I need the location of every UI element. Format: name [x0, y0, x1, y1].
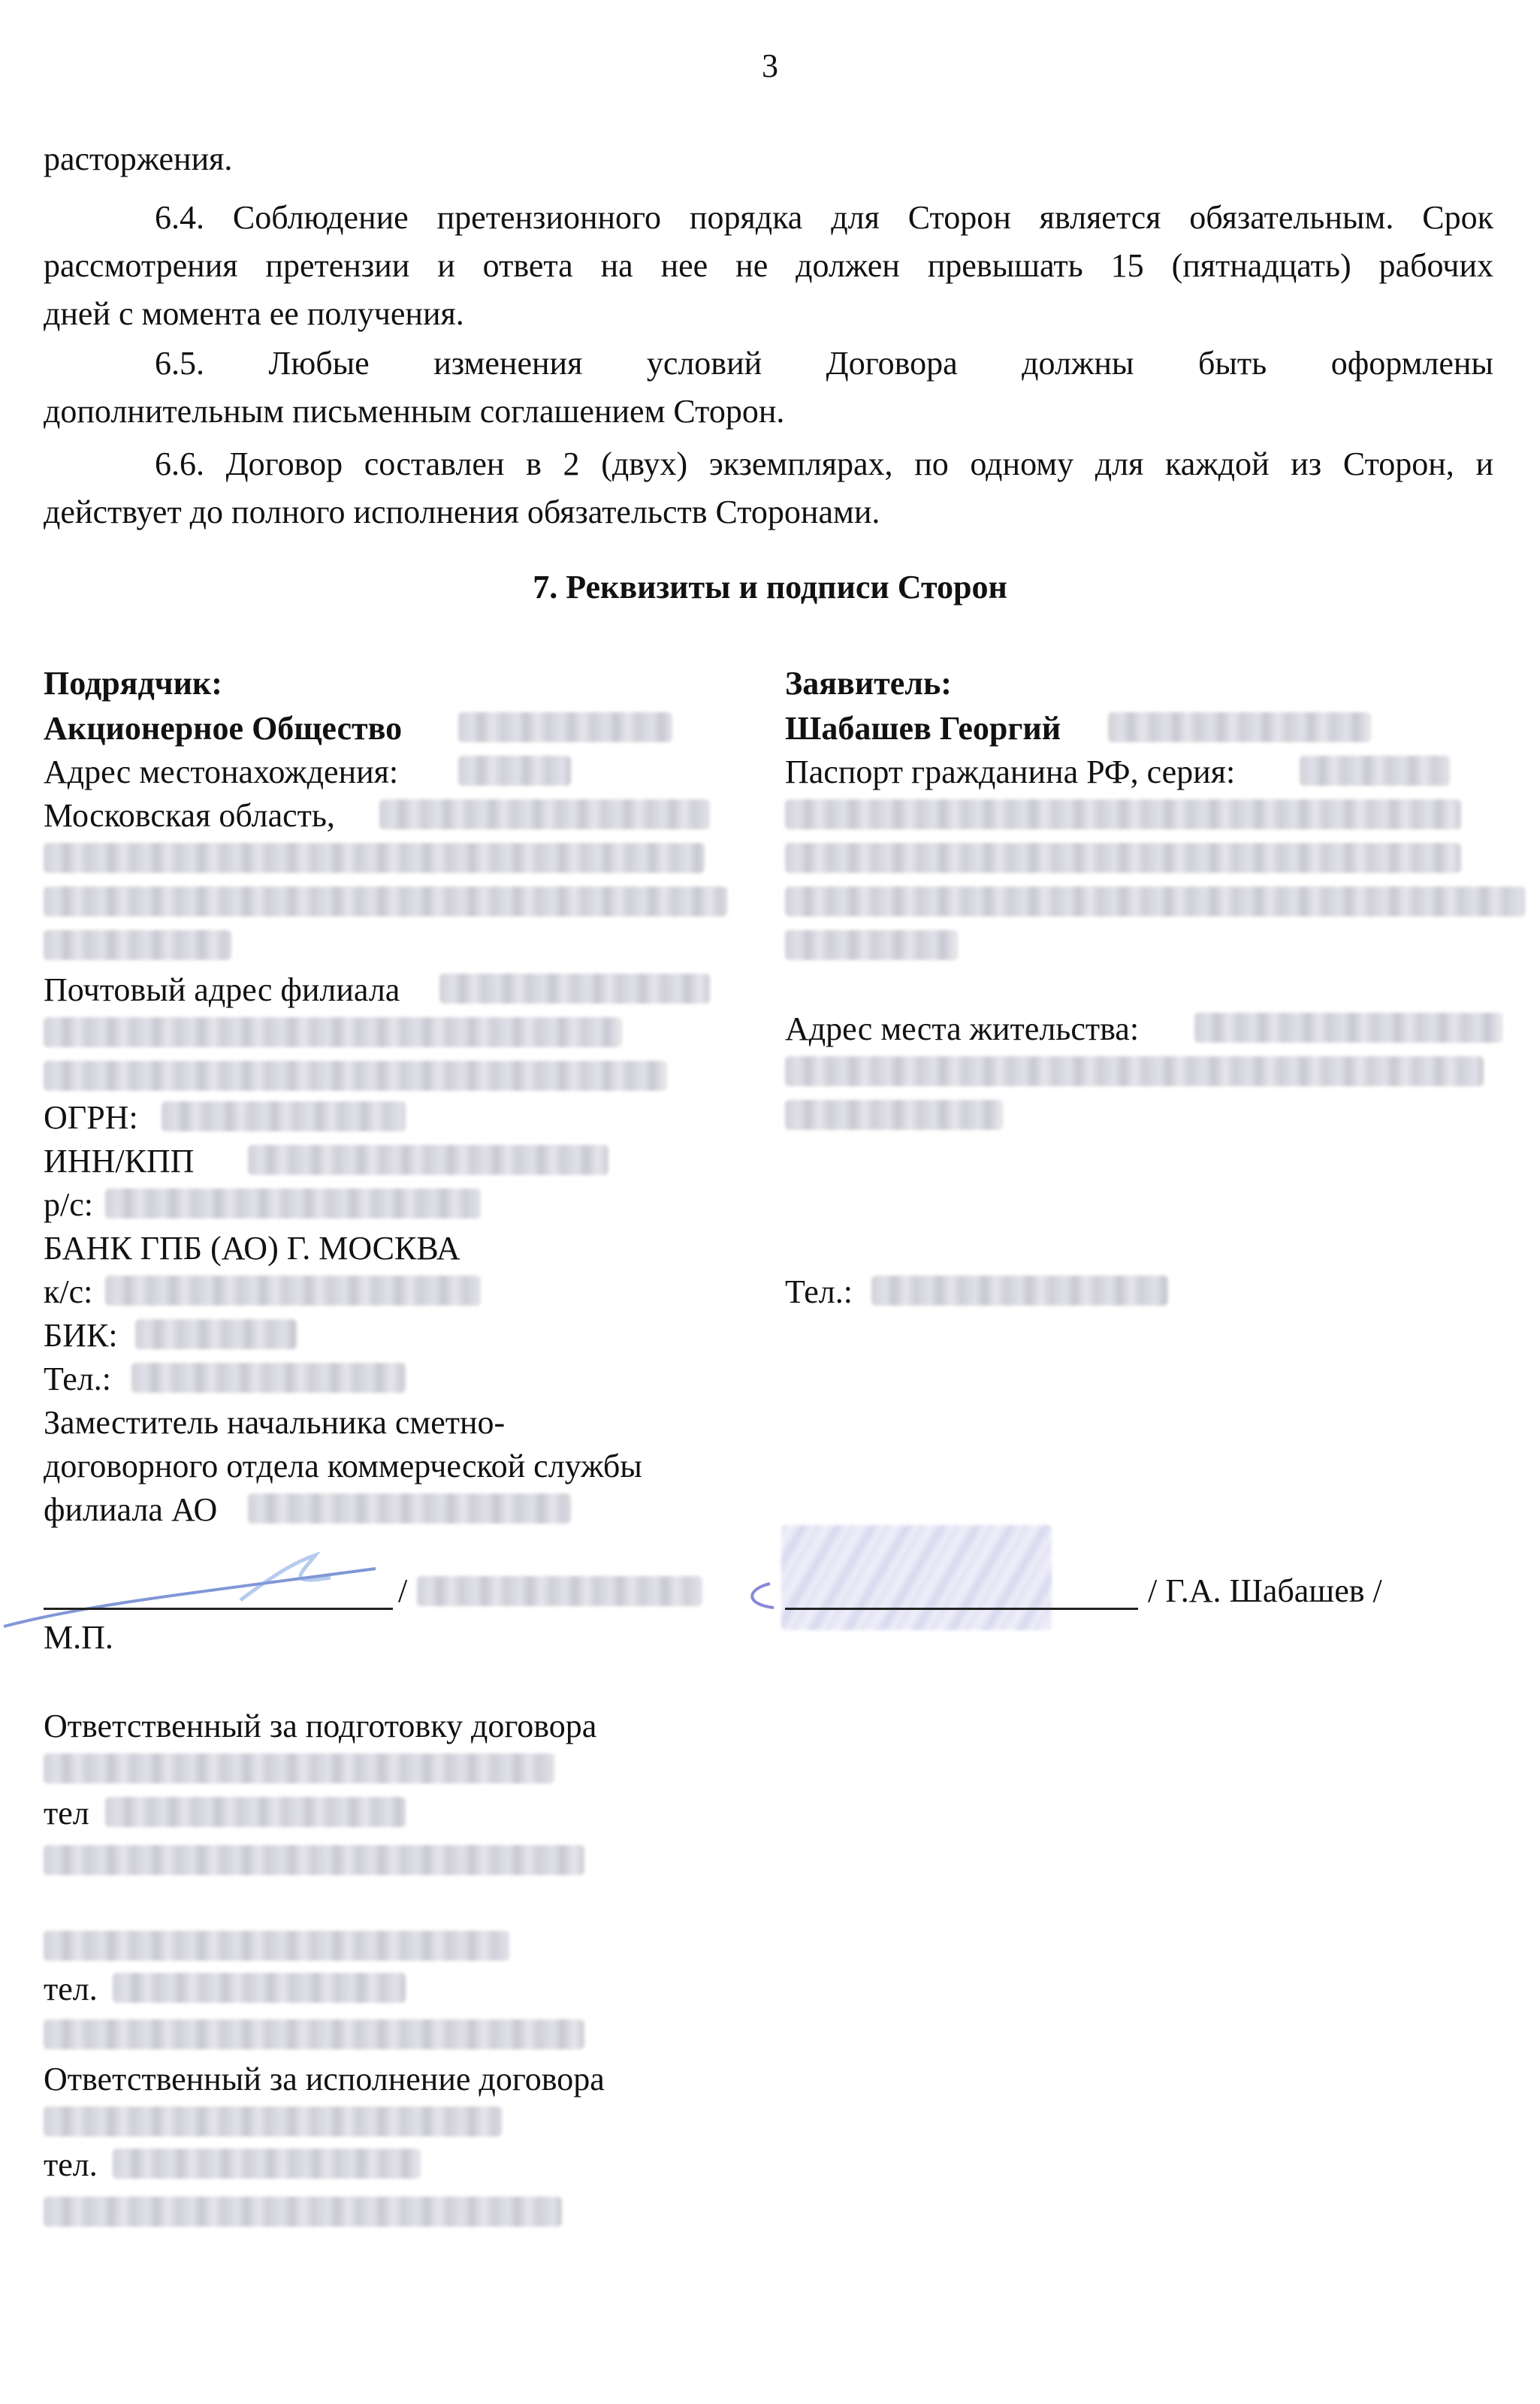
redacted-passport — [785, 930, 958, 960]
paragraph-6-6 — [44, 440, 1493, 536]
redacted-account — [105, 1188, 481, 1219]
redacted-signatory-name — [417, 1576, 702, 1606]
applicant-residence-label: Адрес места жительства: — [785, 1010, 1140, 1047]
redacted-patronymic — [1108, 712, 1371, 742]
redacted-passport — [785, 799, 1461, 829]
applicant-name: Шабашев Георгий — [785, 710, 1061, 747]
contractor-bik-label: БИК: — [44, 1317, 118, 1354]
redacted-residence — [1194, 1013, 1502, 1043]
contractor-account-label: р/с: — [44, 1186, 93, 1223]
contractor-postal-label: Почтовый адрес филиала — [44, 971, 400, 1008]
redacted-org-name — [458, 712, 672, 742]
paragraph-line: расторжения. — [44, 140, 233, 177]
contractor-bank: БАНК ГПБ (АО) Г. МОСКВА — [44, 1230, 460, 1267]
redacted-passport — [785, 886, 1525, 917]
paragraph-line: 6.6. Договор составлен в 2 (двух) экземплярах, по одному для каждой из Сторон, и — [155, 445, 1493, 482]
applicant-heading: Заявитель: — [785, 665, 952, 702]
redacted-phone — [871, 1276, 1168, 1306]
applicant-signature-suffix: / Г.А. Шабашев / — [1148, 1572, 1382, 1609]
redacted-exec-phone — [113, 2149, 421, 2179]
contractor-position-line: договорного отдела коммерческой службы — [44, 1448, 642, 1484]
prep-tel-label: тел — [44, 1795, 89, 1832]
applicant-signature-line — [785, 1608, 1138, 1610]
redacted-address — [458, 756, 571, 786]
paragraph-6-3-tail — [44, 135, 1493, 183]
redacted-inn — [248, 1145, 608, 1175]
contractor-ogrn-label: ОГРН: — [44, 1099, 138, 1136]
redacted-residence — [785, 1100, 1003, 1130]
contractor-position-line: Заместитель начальника сметно- — [44, 1404, 506, 1441]
redacted-postal — [439, 974, 710, 1004]
paragraph-6-4 — [44, 194, 1493, 338]
applicant-signature-hook — [740, 1578, 785, 1615]
contractor-position-line: филиала АО — [44, 1491, 218, 1528]
redacted-postal — [44, 1061, 667, 1091]
redacted-postal — [44, 1017, 622, 1047]
paragraph-line: 6.5. Любые изменения условий Договора должны быть оформлены — [155, 345, 1493, 382]
redacted-residence — [785, 1056, 1484, 1086]
contractor-org-name: Акционерное Общество — [44, 710, 403, 747]
redacted-branch — [248, 1493, 571, 1524]
redacted-prep-name-2 — [44, 1931, 509, 1961]
redacted-address — [44, 886, 727, 917]
page-number: 3 — [762, 47, 778, 84]
contractor-address-label: Адрес местонахождения: — [44, 754, 399, 790]
paragraph-line: дней с момента ее получения. — [44, 295, 464, 332]
prep-tel-label-2: тел. — [44, 1971, 98, 2007]
redacted-address — [379, 799, 710, 829]
exec-tel-label: тел. — [44, 2146, 98, 2183]
stamp-label: М.П. — [44, 1619, 113, 1656]
paragraph-line: действует до полного исполнения обязательств Сторонами. — [44, 494, 880, 530]
redacted-prep-email-2 — [44, 2019, 584, 2049]
redacted-passport — [1300, 756, 1450, 786]
redacted-ogrn — [162, 1101, 406, 1131]
contractor-signature-slash: / — [398, 1572, 408, 1609]
redacted-exec-email — [44, 2197, 562, 2227]
redacted-prep-phone-2 — [113, 1973, 406, 2003]
redacted-prep-name — [44, 1753, 554, 1783]
redacted-address — [44, 930, 231, 960]
redacted-prep-phone — [105, 1797, 406, 1827]
applicant-passport-label: Паспорт гражданина РФ, серия: — [785, 754, 1236, 790]
redacted-phone — [131, 1363, 406, 1393]
redacted-passport — [785, 843, 1461, 873]
redacted-bik — [135, 1319, 297, 1349]
paragraph-6-5 — [44, 340, 1493, 436]
applicant-signature — [781, 1525, 1052, 1630]
paragraph-line: 6.4. Соблюдение претензионного порядка для Сторон является обязательным. Срок — [155, 199, 1493, 236]
contractor-phone-label: Тел.: — [44, 1361, 111, 1397]
contractor-heading: Подрядчик: — [44, 665, 222, 702]
exec-responsible-label: Ответственный за исполнение договора — [44, 2061, 605, 2097]
section-title: 7. Реквизиты и подписи Сторон — [533, 569, 1007, 606]
redacted-corr-account — [105, 1276, 481, 1306]
prep-responsible-label: Ответственный за подготовку договора — [44, 1708, 597, 1744]
redacted-exec-name — [44, 2107, 502, 2137]
redacted-address — [44, 843, 705, 873]
contractor-corr-label: к/с: — [44, 1273, 93, 1310]
contractor-region: Московская область, — [44, 797, 335, 834]
applicant-phone-label: Тел.: — [785, 1273, 853, 1310]
redacted-prep-email — [44, 1845, 584, 1875]
paragraph-line: дополнительным письменным соглашением Сторон. — [44, 393, 785, 430]
contractor-inn-label: ИНН/КПП — [44, 1143, 195, 1179]
contractor-signature-line — [44, 1608, 393, 1610]
paragraph-line: рассмотрения претензии и ответа на нее не должен превышать 15 (пятнадцать) рабочих — [44, 247, 1493, 284]
